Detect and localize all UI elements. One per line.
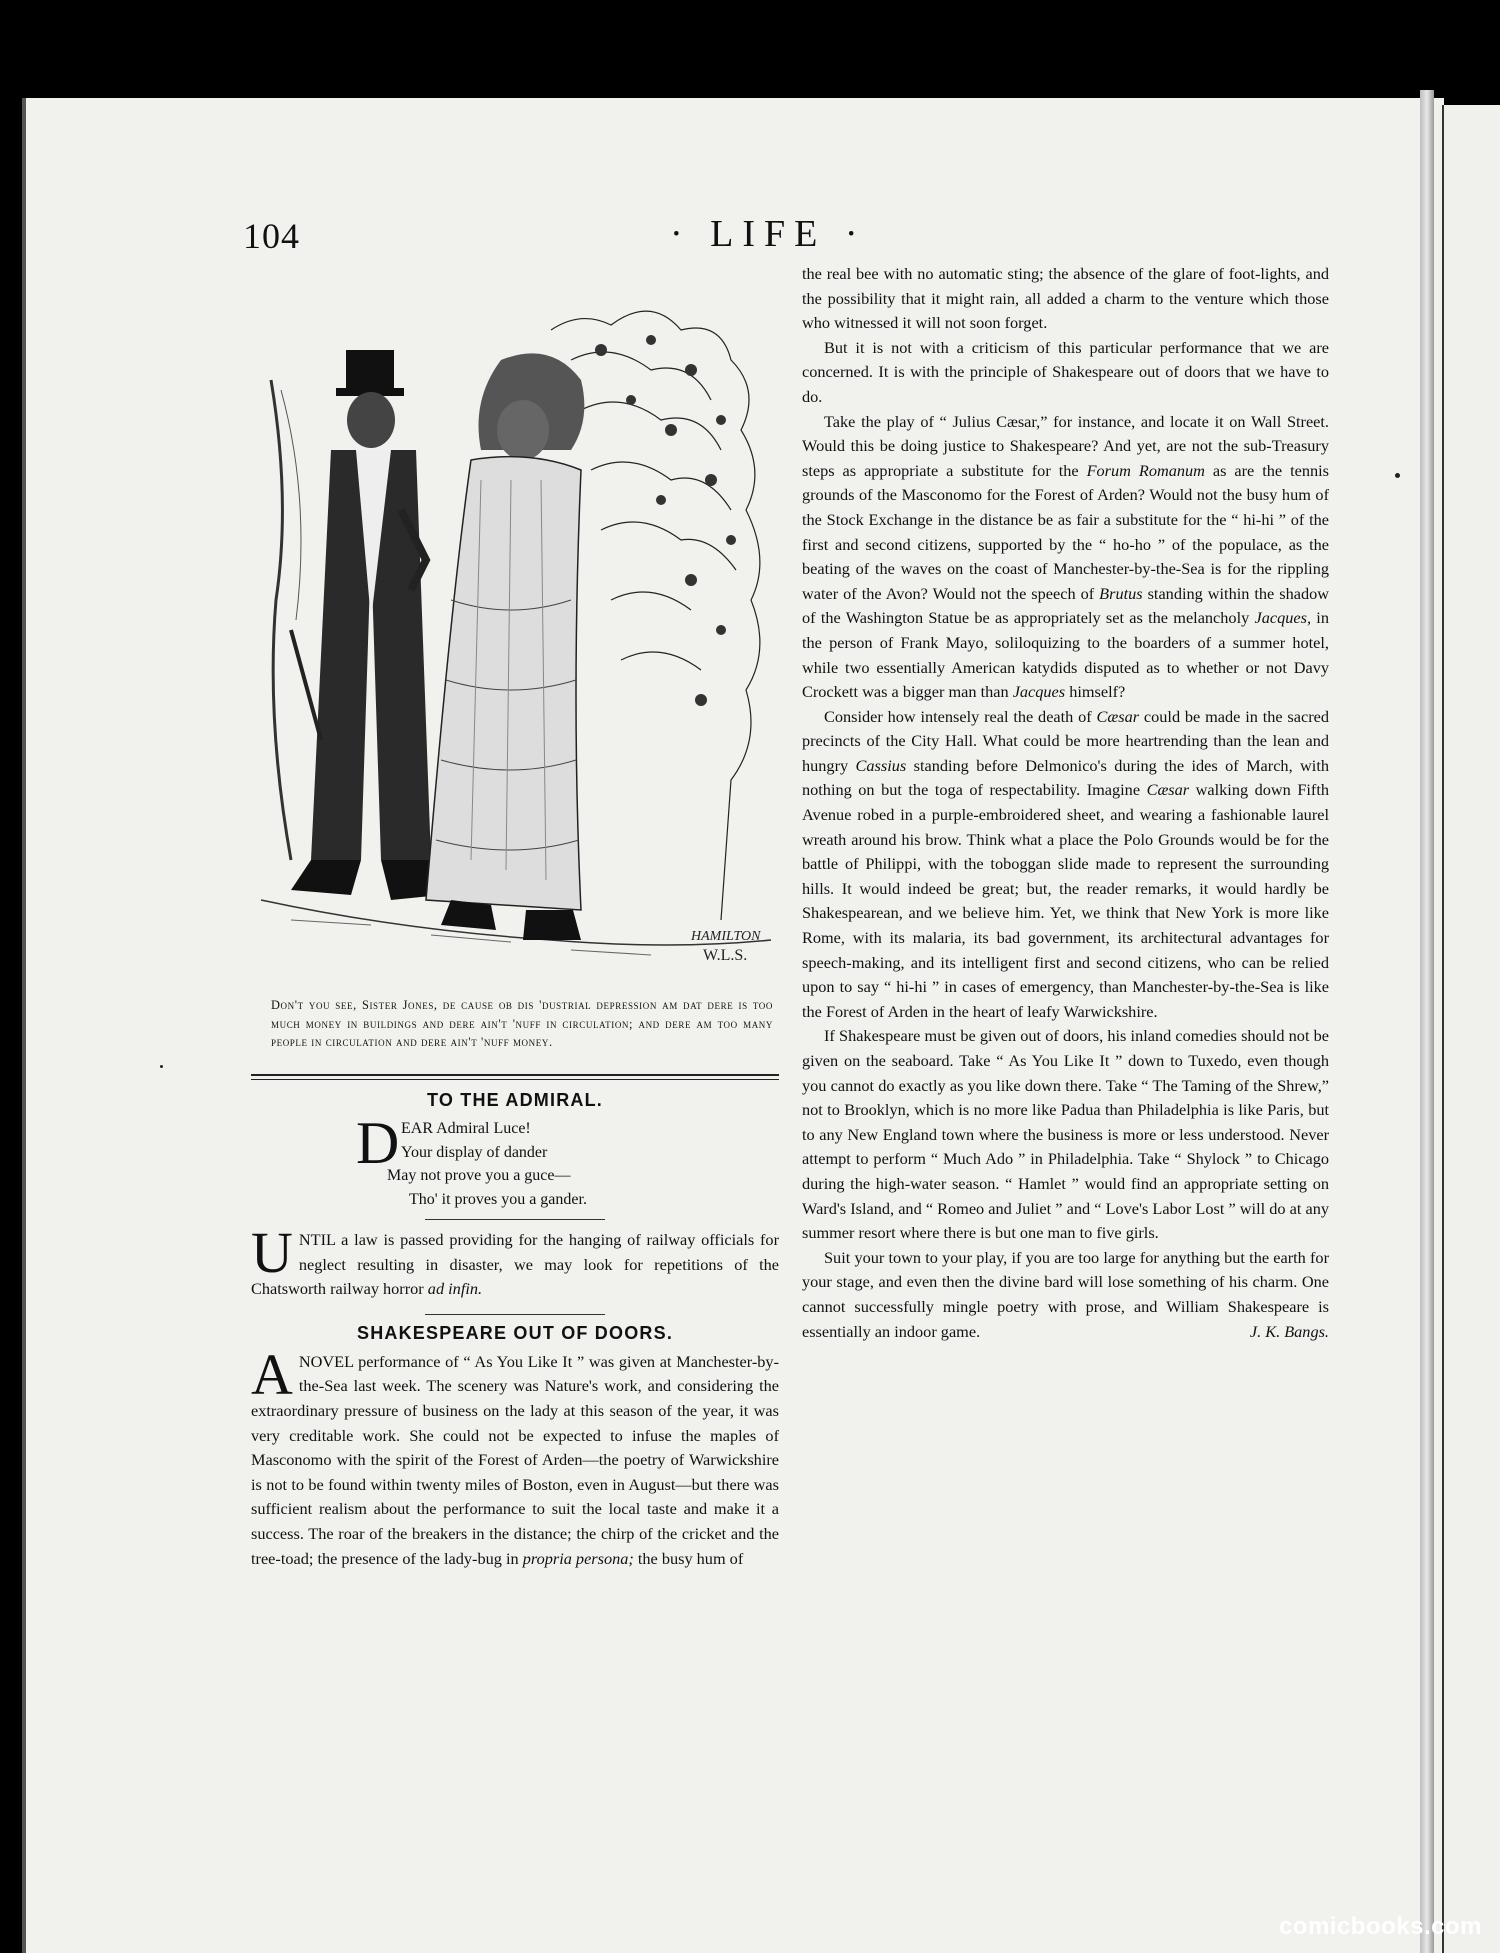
watermark: comicbooks.com (1278, 1913, 1482, 1940)
essay-p4-d: walking down Fifth Avenue robed in a purple-embroidered sheet, and wearing a fashionable laurel wreath around his brow. Think what a place the Polo Grounds would be for the battle of Philippi, with the toboggan slide made to represent the surrounding hills. It would indeed be great; but, the reader remarks, it would hardly be Shakespearean, and we believe him. Yet, we think that New York is more like Rome, with its malaria, its bad government, its architectural advantages for speech-making, and its intelligent first and second citizens, who can be relied upon to say “ hi-hi ” in cases of emergency, than Manchester-by-the-Sea is like the Forest of Arden in the heart of leafy Warwickshire. (802, 780, 1329, 1021)
cartoon-illustration (251, 300, 779, 990)
essay-p1-end: the busy hum of (633, 1548, 744, 1568)
poem (356, 1110, 779, 1211)
essay-paragraph-2: But it is not with a criticism of this particular performance that we are concerned. It is with the principle of Shakespeare out of doors that we have to do. (802, 337, 1329, 406)
essay-p3-italic-2: Brutus (1099, 583, 1143, 603)
essay-p6-text: Suit your town to your play, if you are too large for anything but the earth for your stage, and even then the divine bard will lose something of his charm. One cannot successfully mingle poetry with prose, and William Shakespeare is essentially an indoor game. (802, 1247, 1329, 1341)
essay-paragraph-5: If Shakespeare must be given out of doors, his inland comedies should not be given on the seaboard. Take “ As You Like It ” down to Tuxedo, even though you cannot do exactly as you like down there. Take “ The Taming of the Shrew,” not to Brooklyn, which is no more like Padua than Philadelphia is like Paris, but to any New England town where the business is more or less understood. Never attempt to perform “ Much Ado ” in Philadelphia. Take “ Shylock ” to Chicago during the high-water season. “ Hamlet ” would find an appropriate setting on Ward's Island, and “ Romeo and Juliet ” and “ Love's Labor Lost ” will do at any summer resort where there is but one man to five girls. (802, 1026, 1329, 1243)
short-divider (425, 1219, 605, 1220)
essay-p3-d: in the person of Frank Mayo, soliloquizing to the boarders of a summer hotel, while two essentially American katydids disputed as to whether or not Davy Crockett was a bigger man than (802, 608, 1329, 702)
right-column (802, 262, 1329, 1344)
essay-p3-italic-4: Jacques (1012, 682, 1066, 702)
cartoon-caption: Don't you see, Sister Jones, de cause ob dis 'dustrial depression am dat dere is too much money in buildings and dere ain't 'nuff in circulation; and dere am too many people in circulation and dere ain't 'nuff money. (271, 998, 773, 1050)
page-edge (1420, 90, 1434, 1953)
railway-dropcap: U (251, 1220, 293, 1286)
poem-line: EAR Admiral Luce! (401, 1120, 531, 1138)
left-column (251, 300, 779, 1571)
author-signature: J. K. Bangs. (1249, 1321, 1329, 1341)
essay-paragraph-1 (251, 1341, 779, 1571)
cartoon-drawing (251, 300, 779, 990)
masthead: · LIFE · (670, 213, 867, 255)
print-speck (1395, 473, 1400, 478)
print-speck (160, 1065, 163, 1068)
essay-p3-italic-3: Jacques, (1254, 608, 1312, 628)
railway-paragraph (251, 1220, 779, 1302)
artist-signature: HAMILTON (691, 929, 761, 944)
essay-p4-b: could be made in the sacred precincts of the City Hall. What could be more heartrending than the lean and hungry (802, 706, 1329, 775)
essay-p1-text: NOVEL performance of “ As You Like It ” was given at Manchester-by-the-Sea last week. The scenery was Nature's work, and considering the extraordinary pressure of business on the lady at this season of the year, it was very creditable work. She could not be expected to infuse the maples of Masconomo with the spirit of the Forest of Arden—the poetry of Warwickshire is not to be found within twenty miles of Boston, even in August—but there was sufficient realism about the performance to suit the local taste and make it a success. The roar of the breakers in the distance; the chirp of the cricket and the tree-toad; the presence of the lady-bug in (251, 1351, 779, 1568)
essay-paragraph-4 (802, 705, 1329, 1025)
page-number: 104 (243, 216, 300, 256)
essay-p4-italic-2: Cassius (855, 755, 907, 775)
essay-p3-a: Take the play of “ Julius Cæsar,” for instance, and locate it on Wall Street. Would this be doing justice to Shakespeare? And yet, are not the sub-Treasury steps as appropriate a substitute for the (802, 411, 1329, 480)
essay-paragraph-1-continued: the real bee with no automatic sting; the absence of the glare of foot-lights, and the possibility that it might rain, all added a charm to the venture which those who witnessed it will not soon forget. (802, 264, 1329, 333)
railway-italic: ad infin. (427, 1279, 483, 1299)
essay-p4-italic-3: Cæsar (1146, 780, 1190, 800)
short-divider (425, 1314, 605, 1315)
artist-initials: W.L.S. (703, 947, 748, 964)
poem-line: Your display of dander (401, 1143, 548, 1161)
essay-p4-c: standing before Delmonico's during the ides of March, with nothing on but the toga of respectability. Imagine (802, 755, 1329, 800)
essay-p3-b: as are the tennis grounds of the Masconomo for the Forest of Arden? Would not the busy hum of the Stock Exchange in the distance be as fair a substitute for the “ hi-hi ” of the first and second citizens, supported by the “ ho-ho ” of the populace, as the beating of the waves on the coast of Manchester-by-the-Sea is for the rippling water of the Avon? Would not the speech of (802, 460, 1330, 603)
next-page-rule (1442, 105, 1444, 1953)
section-divider (251, 1074, 779, 1080)
poem-title: TO THE ADMIRAL. (427, 1090, 603, 1111)
essay-p3-e: himself? (1065, 682, 1126, 702)
next-page-strip (1434, 105, 1500, 1953)
railway-text: NTIL a law is passed providing for the hanging of railway officials for neglect resulting in disaster, we may look for repetitions of the Chatsworth railway horror (251, 1230, 779, 1299)
essay-p4-a: Consider how intensely real the death of (824, 706, 1097, 726)
poem-line: Tho' it proves you a gander. (409, 1190, 587, 1208)
essay-p3-c: standing within the shadow of the Washington Statue be as appropriately set as the melancholy (802, 583, 1329, 628)
essay-p3-italic-1: Forum Romanum (1086, 460, 1205, 480)
essay-paragraph-3 (802, 410, 1329, 705)
poem-line: May not prove you a guce— (387, 1167, 571, 1185)
essay-dropcap: A (251, 1341, 293, 1407)
essay-paragraph-6 (802, 1246, 1329, 1344)
essay-title: SHAKESPEARE OUT OF DOORS. (356, 1322, 674, 1343)
essay-p4-italic-1: Cæsar (1096, 706, 1140, 726)
essay-p1-italic: propria persona; (522, 1548, 634, 1568)
poem-dropcap: D (356, 1110, 400, 1177)
